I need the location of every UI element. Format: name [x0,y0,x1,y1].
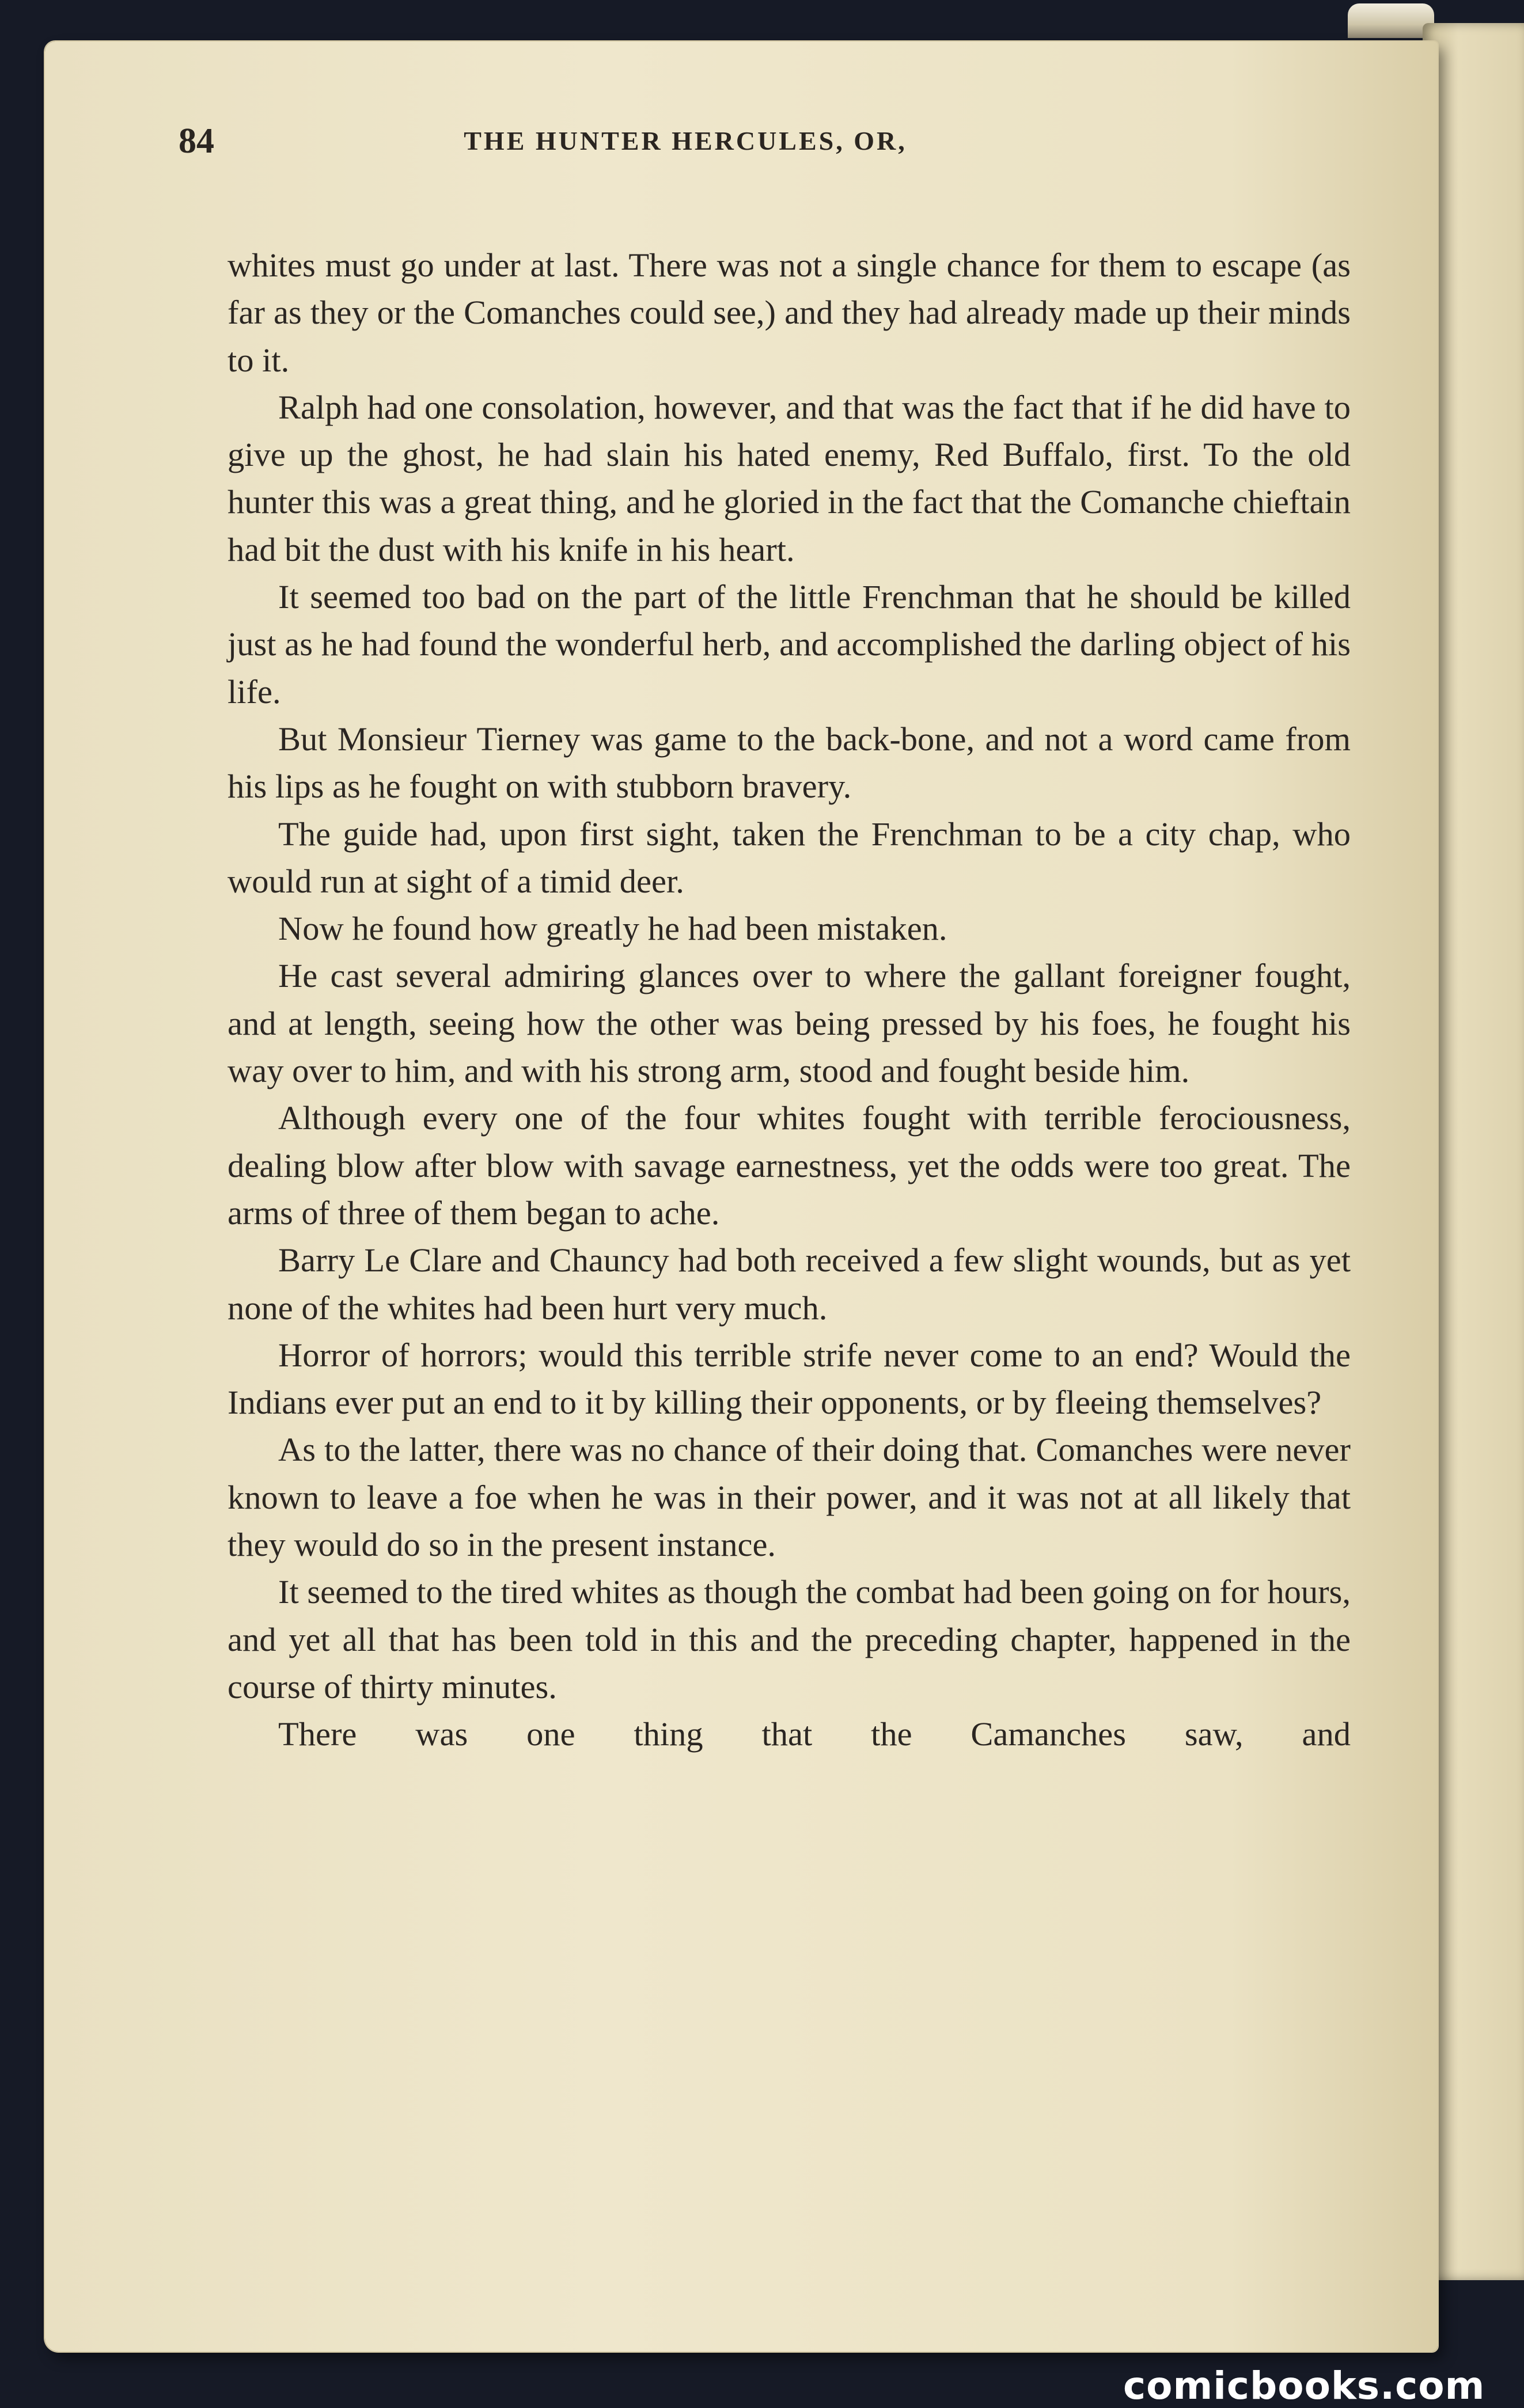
page-number: 84 [179,121,214,161]
page-edge-stack [1348,3,1434,38]
paragraph-6: Now he found how greatly he had been mistaken. [278,910,947,948]
paragraph-7: He cast several admiring glances over to where the gallant foreigner fought, and at length, seeing how the other was being pressed by his foes, he fought his way over to him, and with his strong arm, stood and fought beside him. [228,957,1351,1090]
page-body [228,242,1351,1758]
running-title: THE HUNTER HERCULES, OR, [464,126,907,155]
paragraph-13: There was one thing that the Camanches saw, and [278,1715,1351,1753]
site-watermark: comicbooks.com [1123,2364,1485,2408]
paragraph-5: The guide had, upon first sight, taken the Frenchman to be a city chap, who would run at sight of a timid deer. [228,815,1351,900]
paragraph-11: As to the latter, there was no chance of their doing that. Comanches were never known to leave a foe when he was in their power, and it was not at all likely that they would do so in the present instance. [228,1431,1351,1564]
paragraph-9: Barry Le Clare and Chauncy had both received a few slight wounds, but as yet none of the whites had been hurt very much. [228,1241,1351,1327]
paragraph-8: Although every one of the four whites fought with terrible ferociousness, dealing blow after blow with savage earnestness, yet the odds were too great. The arms of three of them began to ache. [228,1099,1351,1232]
paragraph-3: It seemed too bad on the part of the little Frenchman that he should be killed just as he had found the wonderful herb, and accomplished the darling object of his life. [228,578,1351,711]
facing-page-edge [1423,23,1524,2280]
paragraph-4: But Monsieur Tierney was game to the back-bone, and not a word came from his lips as he fought on with stubborn bravery. [228,720,1351,806]
paragraph-12: It seemed to the tired whites as though the combat had been going on for hours, and yet all that has been told in this and the preceding chapter, happened in the course of thirty minutes. [228,1573,1351,1706]
page-header [179,121,1192,178]
paragraph-2: Ralph had one consolation, however, and that was the fact that if he did have to give up the ghost, he had slain his hated enemy, Red Buffalo, first. To the old hunter this was a great thing, and he gloried in the fact that the Comanche chieftain had bit the dust with his knife in his heart. [228,388,1351,568]
paragraph-10: Horror of horrors; would this terrible strife never come to an end? Would the Indians ever put an end to it by killing their opponents, or by fleeing themselves? [228,1336,1351,1422]
paragraph-1: whites must go under at last. There was not a single chance for them to escape (as far as they or the Comanches could see,) and they had already made up their minds to it. [228,246,1351,379]
